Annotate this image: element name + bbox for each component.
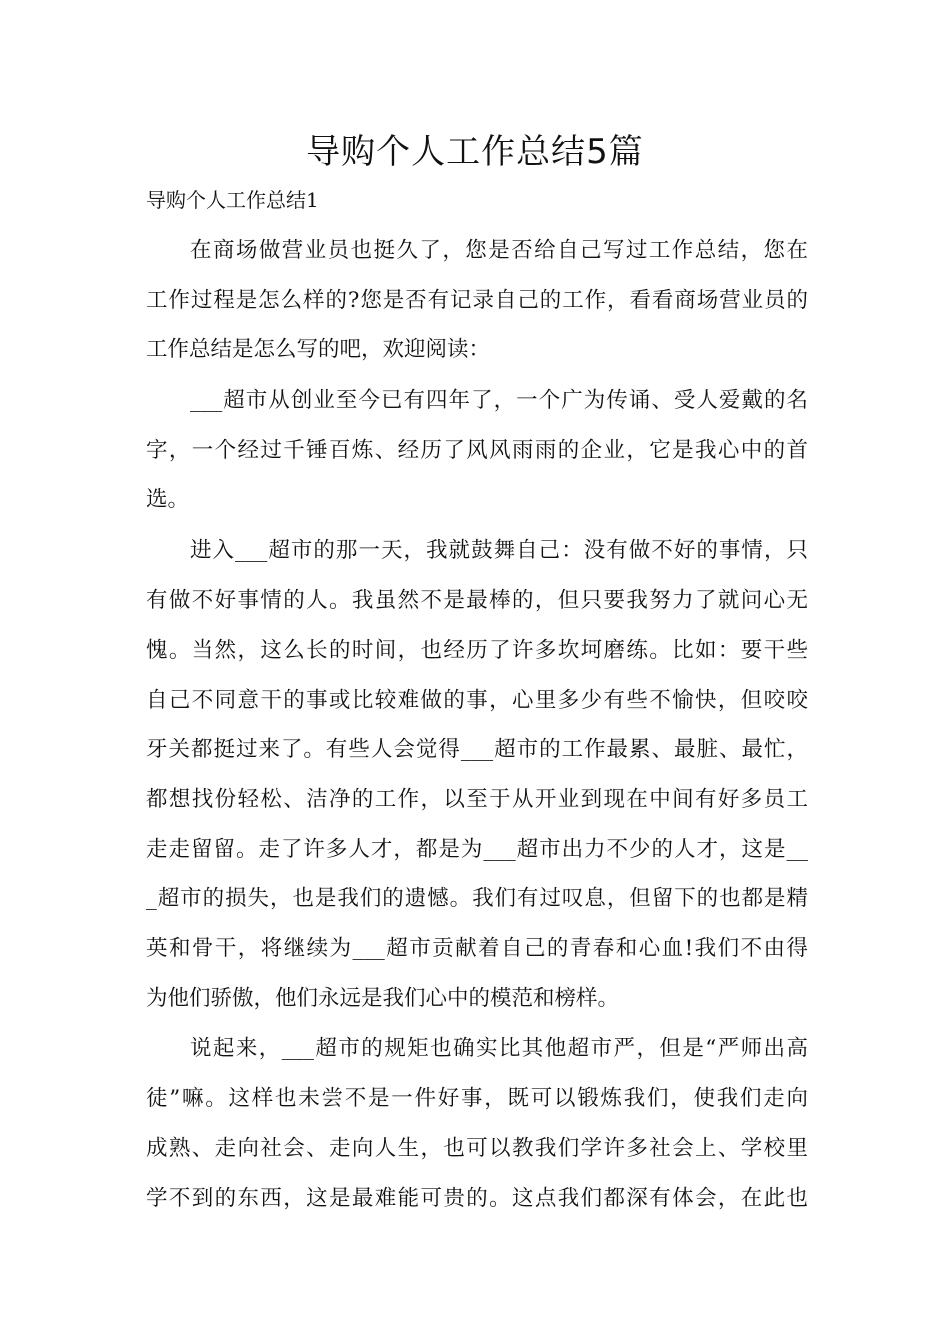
paragraph-line: 学不到的东西，这是最难能可贵的。这点我们都深有体会，在此也 [146, 1186, 808, 1211]
paragraph-line: ___超市从创业至今已有四年了，一个广为传诵、受人爱戴的名 [190, 388, 808, 413]
paragraph-line: 徒”嘛。这样也未尝不是一件好事，既可以锻炼我们，使我们走向 [146, 1086, 808, 1111]
document-title: 导购个人工作总结5篇 [306, 132, 644, 172]
paragraph-line: 为他们骄傲，他们永远是我们心中的模范和榜样。 [146, 986, 620, 1011]
paragraph-line: 自己不同意干的事或比较难做的事，心里多少有些不愉快，但咬咬 [146, 688, 808, 713]
paragraph-line: 都想找份轻松、洁净的工作，以至于从开业到现在中间有好多员工 [146, 787, 808, 812]
paragraph-line: 成熟、走向社会、走向人生，也可以教我们学许多社会上、学校里 [146, 1136, 808, 1161]
paragraph-line: 英和骨干，将继续为___超市贡献着自己的青春和心血!我们不由得 [146, 936, 808, 961]
paragraph-line: 走走留留。走了许多人才，都是为___超市出力不少的人才，这是__ [146, 837, 808, 862]
paragraph-line: 字，一个经过千锤百炼、经历了风风雨雨的企业，它是我心中的首 [146, 438, 808, 463]
paragraph-line: 牙关都挺过来了。有些人会觉得___超市的工作最累、最脏、最忙， [146, 737, 808, 762]
paragraph-line: 说起来，___超市的规矩也确实比其他超市严，但是“严师出高 [190, 1036, 808, 1061]
paragraph-line: 在商场做营业员也挺久了，您是否给自己写过工作总结，您在 [190, 238, 808, 263]
paragraph-line: 工作过程是怎么样的?您是否有记录自己的工作，看看商场营业员的 [146, 288, 808, 313]
section-heading: 导购个人工作总结1 [146, 188, 319, 212]
paragraph-line: 愧。当然，这么长的时间，也经历了许多坎坷磨练。比如：要干些 [146, 638, 808, 663]
paragraph-line: _超市的损失，也是我们的遗憾。我们有过叹息，但留下的也都是精 [146, 886, 808, 911]
paragraph-line: 有做不好事情的人。我虽然不是最棒的，但只要我努力了就问心无 [146, 588, 808, 613]
paragraph-line: 选。 [146, 487, 190, 512]
paragraph-line: 工作总结是怎么写的吧，欢迎阅读： [146, 337, 491, 362]
paragraph-line: 进入___超市的那一天，我就鼓舞自己：没有做不好的事情，只 [190, 538, 808, 563]
